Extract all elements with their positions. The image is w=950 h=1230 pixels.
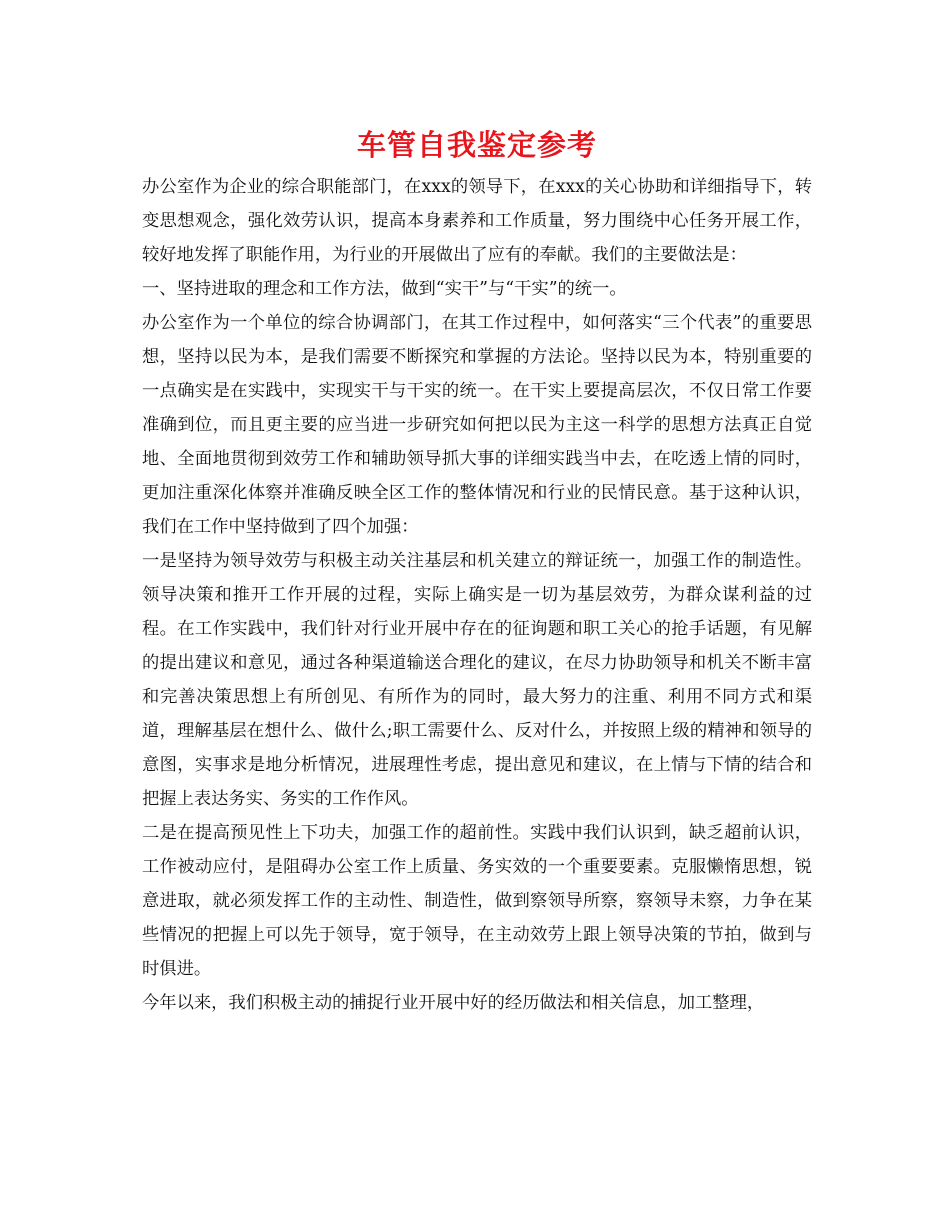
paragraph-body-1: 办公室作为一个单位的综合协调部门，在其工作过程中，如何落实“三个代表”的重要思想，坚持以民为本，是我们需要不断探究和掌握的方法论。坚持以民为本，特别重要的一点确实是在实践中，实现实干与干实的统一。在干实上要提高层次，不仅日常工作要准确到位，而且更主要的应当进一步研究如何把以民为主这一科学的思想方法真正自觉地、全面地贯彻到效劳工作和辅助领导抓大事的详细实践当中去，在吃透上情的同时，更加注重深化体察并准确反映全区工作的整体情况和行业的民情民意。基于这种认识，我们在工作中坚持做到了四个加强： [142,313,812,537]
document-page [142,120,812,1020]
paragraph-point-1: 一是坚持为领导效劳与积极主动关注基层和机关建立的辩证统一，加强工作的制造性。领导决策和推开工作开展的过程，实际上确实是一切为基层效劳，为群众谋利益的过程。在工作实践中，我们针对行业开展中存在的征询题和职工关心的抢手话题，有见解的提出建议和意见，通过各种渠道输送合理化的建议，在尽力协助领导和机关不断丰富和完善决策思想上有所创见、有所作为的同时，最大努力的注重、利用不同方式和渠道，理解基层在想什么、做什么;职工需要什么、反对什么，并按照上级的精神和领导的意图，实事求是地分析情况，进展理性考虑，提出意见和建议，在上情与下情的结合和把握上表达务实、务实的工作作风。 [142,551,812,809]
document-title: 车管自我鉴定参考 [356,128,597,162]
paragraph-intro: 办公室作为企业的综合职能部门，在xxx的领导下，在xxx的关心协助和详细指导下，转变思想观念，强化效劳认识，提高本身素养和工作质量，努力围绕中心任务开展工作，较好地发挥了职能作用，为行业的开展做出了应有的奉献。我们的主要做法是： [142,177,812,265]
paragraph-point-2: 二是在提高预见性上下功夫，加强工作的超前性。实践中我们认识到，缺乏超前认识，工作被动应付，是阻碍办公室工作上质量、务实效的一个重要要素。克服懒惰思想，锐意进取，就必须发挥工作的主动性、制造性，做到察领导所察，察领导未察，力争在某些情况的把握上可以先于领导，宽于领导，在主动效劳上跟上领导决策的节拍，做到与时俱进。 [142,823,812,979]
paragraph-continuation: 今年以来，我们积极主动的捕捉行业开展中好的经历做法和相关信息，加工整理， [142,993,765,1013]
paragraph-heading-1: 一、坚持进取的理念和工作方法，做到“实干”与“干实”的统一。 [142,279,627,299]
